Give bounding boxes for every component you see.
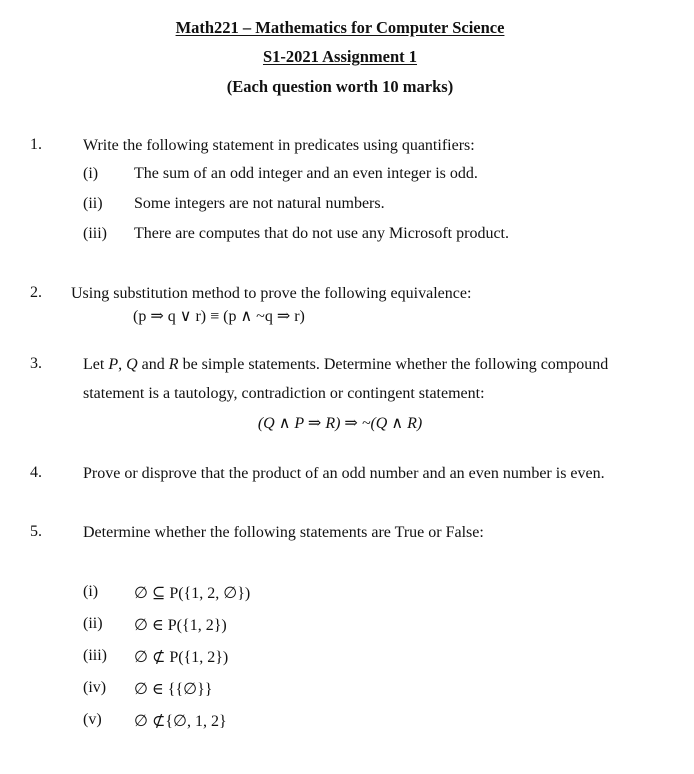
question-1-text: Write the following statement in predicates using quantifiers: — [83, 137, 475, 154]
q5-item-5-label: (v) — [83, 711, 102, 728]
q5-item-3-label: (iii) — [83, 647, 107, 664]
question-3-text-line-2: statement is a tautology, contradiction or contingent statement: — [83, 385, 485, 402]
question-4-number: 4. — [30, 464, 42, 481]
q5-item-2-text: ∅ ∈ P({1, 2}) — [134, 617, 227, 634]
q1-item-1-label: (i) — [83, 165, 99, 182]
question-5-number: 5. — [30, 523, 42, 540]
q5-item-5-text: ∅ ⊄{∅, 1, 2} — [134, 713, 227, 730]
q5-item-3-text: ∅ ⊄ P({1, 2}) — [134, 649, 229, 666]
q3-sep-1: , — [118, 356, 127, 373]
question-2-formula: (p ⇒ q ∨ r) ≡ (p ∧ ~q ⇒ r) — [133, 308, 305, 325]
q1-item-2-text: Some integers are not natural numbers. — [134, 195, 385, 212]
q3-suffix: be simple statements. Determine whether the following compound — [178, 356, 609, 373]
question-1-number: 1. — [30, 136, 42, 153]
question-2-text: Using substitution method to prove the following equivalence: — [71, 285, 472, 302]
question-5-text: Determine whether the following statements are True or False: — [83, 524, 484, 541]
q5-item-1-label: (i) — [83, 583, 99, 600]
q3-sep-2: and — [137, 356, 169, 373]
marks-note: (Each question worth 10 marks) — [226, 77, 454, 96]
question-4-text: Prove or disprove that the product of an odd number and an even number is even. — [83, 465, 605, 482]
q5-item-4-text: ∅ ∈ {{∅}} — [134, 681, 213, 698]
question-2-number: 2. — [30, 284, 42, 301]
course-title: Math221 – Mathematics for Computer Science — [175, 18, 505, 37]
question-3-number: 3. — [30, 355, 42, 372]
q5-item-1-text: ∅ ⊆ P({1, 2, ∅}) — [134, 585, 251, 602]
assignment-title: S1-2021 Assignment 1 — [262, 47, 418, 66]
q5-item-2-label: (ii) — [83, 615, 103, 632]
q3-var-r: R — [168, 356, 179, 373]
q3-prefix: Let — [83, 356, 109, 373]
q1-item-1-text: The sum of an odd integer and an even integer is odd. — [134, 165, 478, 182]
q1-item-3-label: (iii) — [83, 225, 107, 242]
question-3-text-line-1 — [83, 355, 608, 374]
q3-var-p: P — [108, 356, 119, 373]
q3-var-q: Q — [126, 356, 138, 373]
q1-item-3-text: There are computes that do not use any Microsoft product. — [134, 225, 509, 242]
question-3-formula: (Q ∧ P ⇒ R) ⇒ ~(Q ∧ R) — [257, 415, 423, 432]
q5-item-4-label: (iv) — [83, 679, 107, 696]
q1-item-2-label: (ii) — [83, 195, 103, 212]
